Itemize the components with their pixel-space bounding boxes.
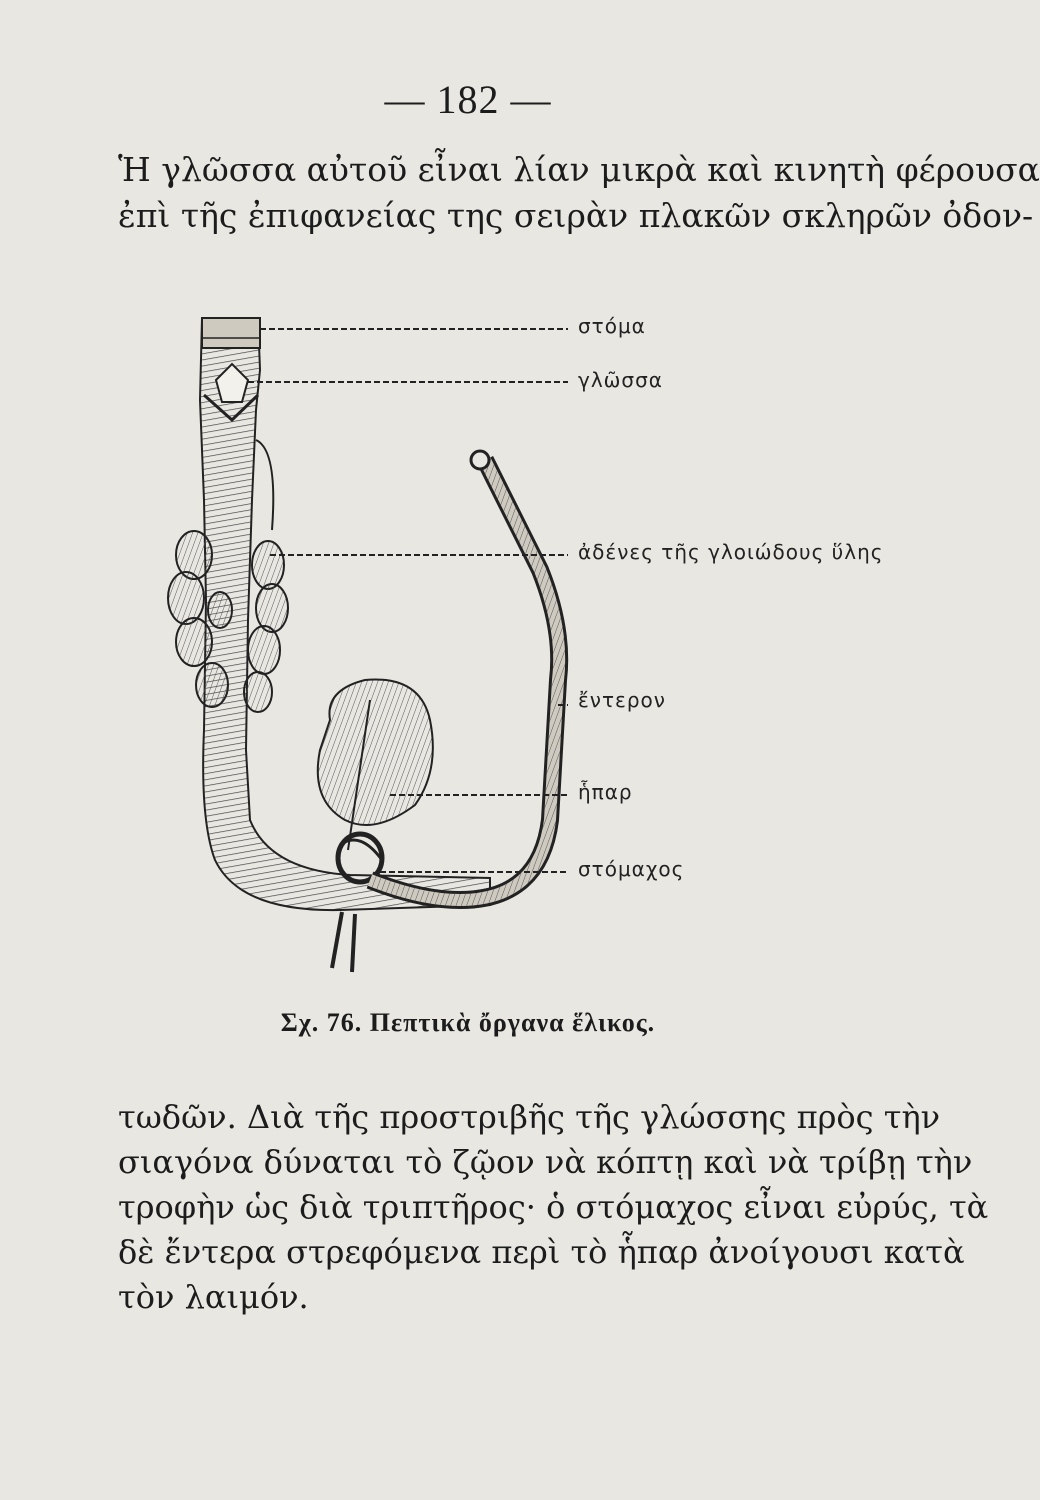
anal-duct	[332, 912, 355, 972]
body-line-4: δὲ ἔντερα στρεφόμενα περὶ τὸ ἧπαρ ἀνοίγουσι κατὰ	[118, 1233, 965, 1271]
label-glands: ἀδένες τῆς γλοιώδους ὕλης	[578, 540, 884, 564]
body-line-5: τὸν λαιμόν.	[118, 1278, 309, 1316]
figure-caption: Σχ. 76. Πεπτικὰ ὄργανα ἕλικος.	[280, 1008, 656, 1037]
liver-shape	[318, 680, 433, 826]
label-liver: ἧπαρ	[578, 780, 633, 804]
body-line-3: τροφὴν ὡς διὰ τριπτῆρος· ὁ στόμαχος εἶναι εὐρύς, τὰ	[118, 1188, 989, 1226]
text-line-2: ἐπὶ τῆς ἐπιφανείας της σειρὰν πλακῶν σκληρῶν ὀδον-	[118, 196, 1034, 235]
text-line-1: Ἡ γλῶσσα αὐτοῦ εἶναι λίαν μικρὰ καὶ κινητὴ φέρουσα	[118, 150, 1040, 189]
page-number: — 182 —	[384, 77, 552, 122]
body-line-2: σιαγόνα δύναται τὸ ζῷον νὰ κόπτῃ καὶ νὰ τρίβῃ τὴν	[118, 1143, 973, 1181]
label-stomach: στόμαχος	[578, 857, 685, 881]
label-tongue: γλῶσσα	[578, 368, 663, 392]
digestive-organs-illustration	[160, 300, 720, 1000]
intestine-shape	[370, 460, 559, 900]
snail-digestive-organs-figure	[160, 300, 884, 1000]
mouth-shape	[202, 318, 260, 348]
oesophagus-shape	[200, 318, 490, 910]
label-mouth: στόμα	[578, 314, 646, 338]
intestine-end	[471, 451, 489, 469]
label-intestine: ἔντερον	[578, 688, 666, 712]
body-line-1: τωδῶν. Διὰ τῆς προστριβῆς τῆς γλώσσης πρὸς τὴν	[118, 1098, 941, 1136]
